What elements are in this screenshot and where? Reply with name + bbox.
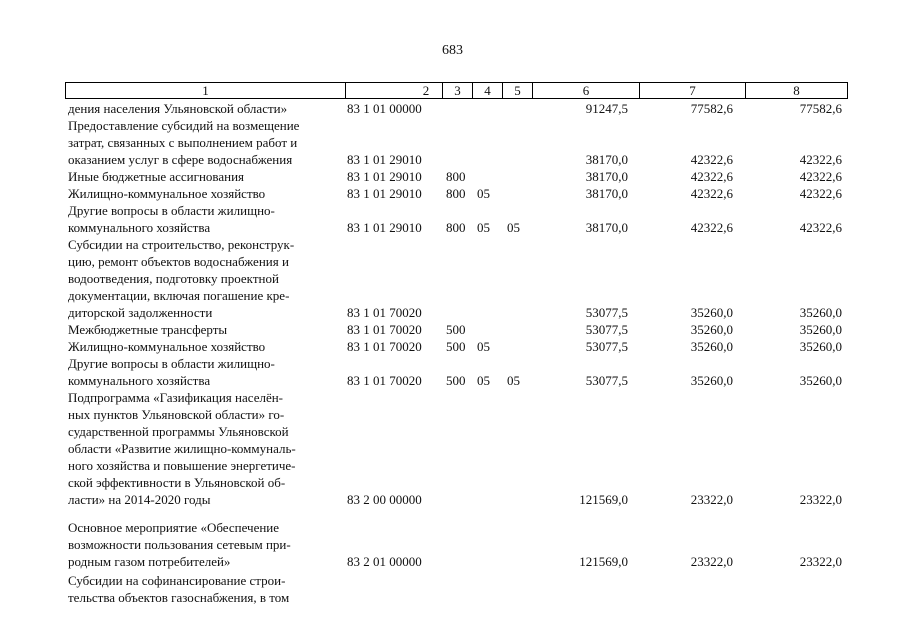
row-value-7: 23322,0 [690,554,733,569]
row-value-8: 42322,6 [799,169,842,184]
table-row [0,572,905,606]
row-col3: 800 [446,186,466,201]
row-name: Жилищно-коммунальное хозяйство [68,339,266,354]
row-name: Межбюджетные трансферты [68,322,228,337]
column-header-7: 7 [639,82,746,99]
row-value-6: 53077,5 [585,322,628,337]
column-header-3: 3 [442,82,473,99]
table-row [0,389,905,508]
row-name: Субсидии на строительство, реконструк- цию, ремонт объектов водоснабжения и водоотведения, подготовку проектной документации, включая погашение кре- диторской задолженности [68,237,295,320]
row-col4: 05 [477,373,490,388]
table-row [0,202,905,236]
row-code: 83 1 01 29010 [347,152,422,167]
column-header-1: 1 [65,82,346,99]
row-value-7: 35260,0 [690,339,733,354]
table-row [0,338,905,355]
table-row [0,117,905,168]
row-value-7: 42322,6 [690,169,733,184]
row-value-8: 35260,0 [799,373,842,388]
row-name: Жилищно-коммунальное хозяйство [68,186,266,201]
table-row [0,321,905,338]
table-row [0,185,905,202]
row-value-7: 42322,6 [690,152,733,167]
row-code: 83 2 01 00000 [347,554,422,569]
row-value-8: 77582,6 [799,101,842,116]
row-name: Иные бюджетные ассигнования [68,169,245,184]
row-value-7: 35260,0 [690,322,733,337]
row-value-7: 42322,6 [690,220,733,235]
row-value-8: 23322,0 [799,554,842,569]
row-code: 83 1 01 70020 [347,322,422,337]
row-value-8: 42322,6 [799,152,842,167]
table-row [0,168,905,185]
table-row [0,519,905,570]
row-value-6: 38170,0 [585,186,628,201]
row-value-8: 42322,6 [799,186,842,201]
column-header-2: 2 [345,82,507,99]
row-name: Другие вопросы в области жилищно- коммунального хозяйства [68,203,275,235]
row-value-7: 77582,6 [690,101,733,116]
row-name: Другие вопросы в области жилищно- коммунального хозяйства [68,356,275,388]
row-value-6: 53077,5 [585,373,628,388]
column-header-6: 6 [532,82,640,99]
column-header-5: 5 [502,82,533,99]
table-row [0,100,905,117]
row-code: 83 2 00 00000 [347,492,422,507]
row-value-8: 42322,6 [799,220,842,235]
row-value-6: 38170,0 [585,152,628,167]
row-col5: 05 [507,220,520,235]
row-value-6: 121569,0 [579,492,628,507]
row-code: 83 1 01 70020 [347,305,422,320]
row-col4: 05 [477,220,490,235]
row-value-8: 35260,0 [799,339,842,354]
row-col3: 800 [446,169,466,184]
row-code: 83 1 01 29010 [347,186,422,201]
row-value-6: 53077,5 [585,339,628,354]
row-value-7: 35260,0 [690,373,733,388]
row-name: Субсидии на софинансирование строи- тельства объектов газоснабжения, в том [68,573,290,605]
row-col3: 500 [446,339,466,354]
column-header-4: 4 [472,82,503,99]
row-col4: 05 [477,186,490,201]
row-name: Основное мероприятие «Обеспечение возможности пользования сетевым при- родным газом потребителей» [68,520,291,569]
column-header-8: 8 [745,82,848,99]
row-col3: 500 [446,322,466,337]
row-code: 83 1 01 29010 [347,220,422,235]
row-code: 83 1 01 70020 [347,339,422,354]
row-name: Подпрограмма «Газификация населён- ных пунктов Ульяновской области» го- сударственной программы Ульяновской области «Развитие жилищно-коммуналь- ного хозяйства и повышение энергетиче- ской эффективности в Ульяновской об- ласти» на 2014-2020 годы [68,390,296,507]
row-value-8: 35260,0 [799,305,842,320]
row-col4: 05 [477,339,490,354]
row-value-6: 91247,5 [585,101,628,116]
row-code: 83 1 01 29010 [347,169,422,184]
row-name: Предоставление субсидий на возмещение затрат, связанных с выполнением работ и оказанием услуг в сфере водоснабжения [68,118,300,167]
row-value-6: 121569,0 [579,554,628,569]
table-row [0,236,905,321]
row-col5: 05 [507,373,520,388]
row-code: 83 1 01 70020 [347,373,422,388]
row-value-8: 35260,0 [799,322,842,337]
row-value-6: 53077,5 [585,305,628,320]
table-row [0,355,905,389]
row-value-8: 23322,0 [799,492,842,507]
row-value-7: 35260,0 [690,305,733,320]
row-value-6: 38170,0 [585,220,628,235]
row-value-7: 23322,0 [690,492,733,507]
row-code: 83 1 01 00000 [347,101,422,116]
row-col3: 800 [446,220,466,235]
row-value-7: 42322,6 [690,186,733,201]
page-number: 683 [442,43,463,58]
row-value-6: 38170,0 [585,169,628,184]
row-name: дения населения Ульяновской области» [68,101,288,116]
row-col3: 500 [446,373,466,388]
